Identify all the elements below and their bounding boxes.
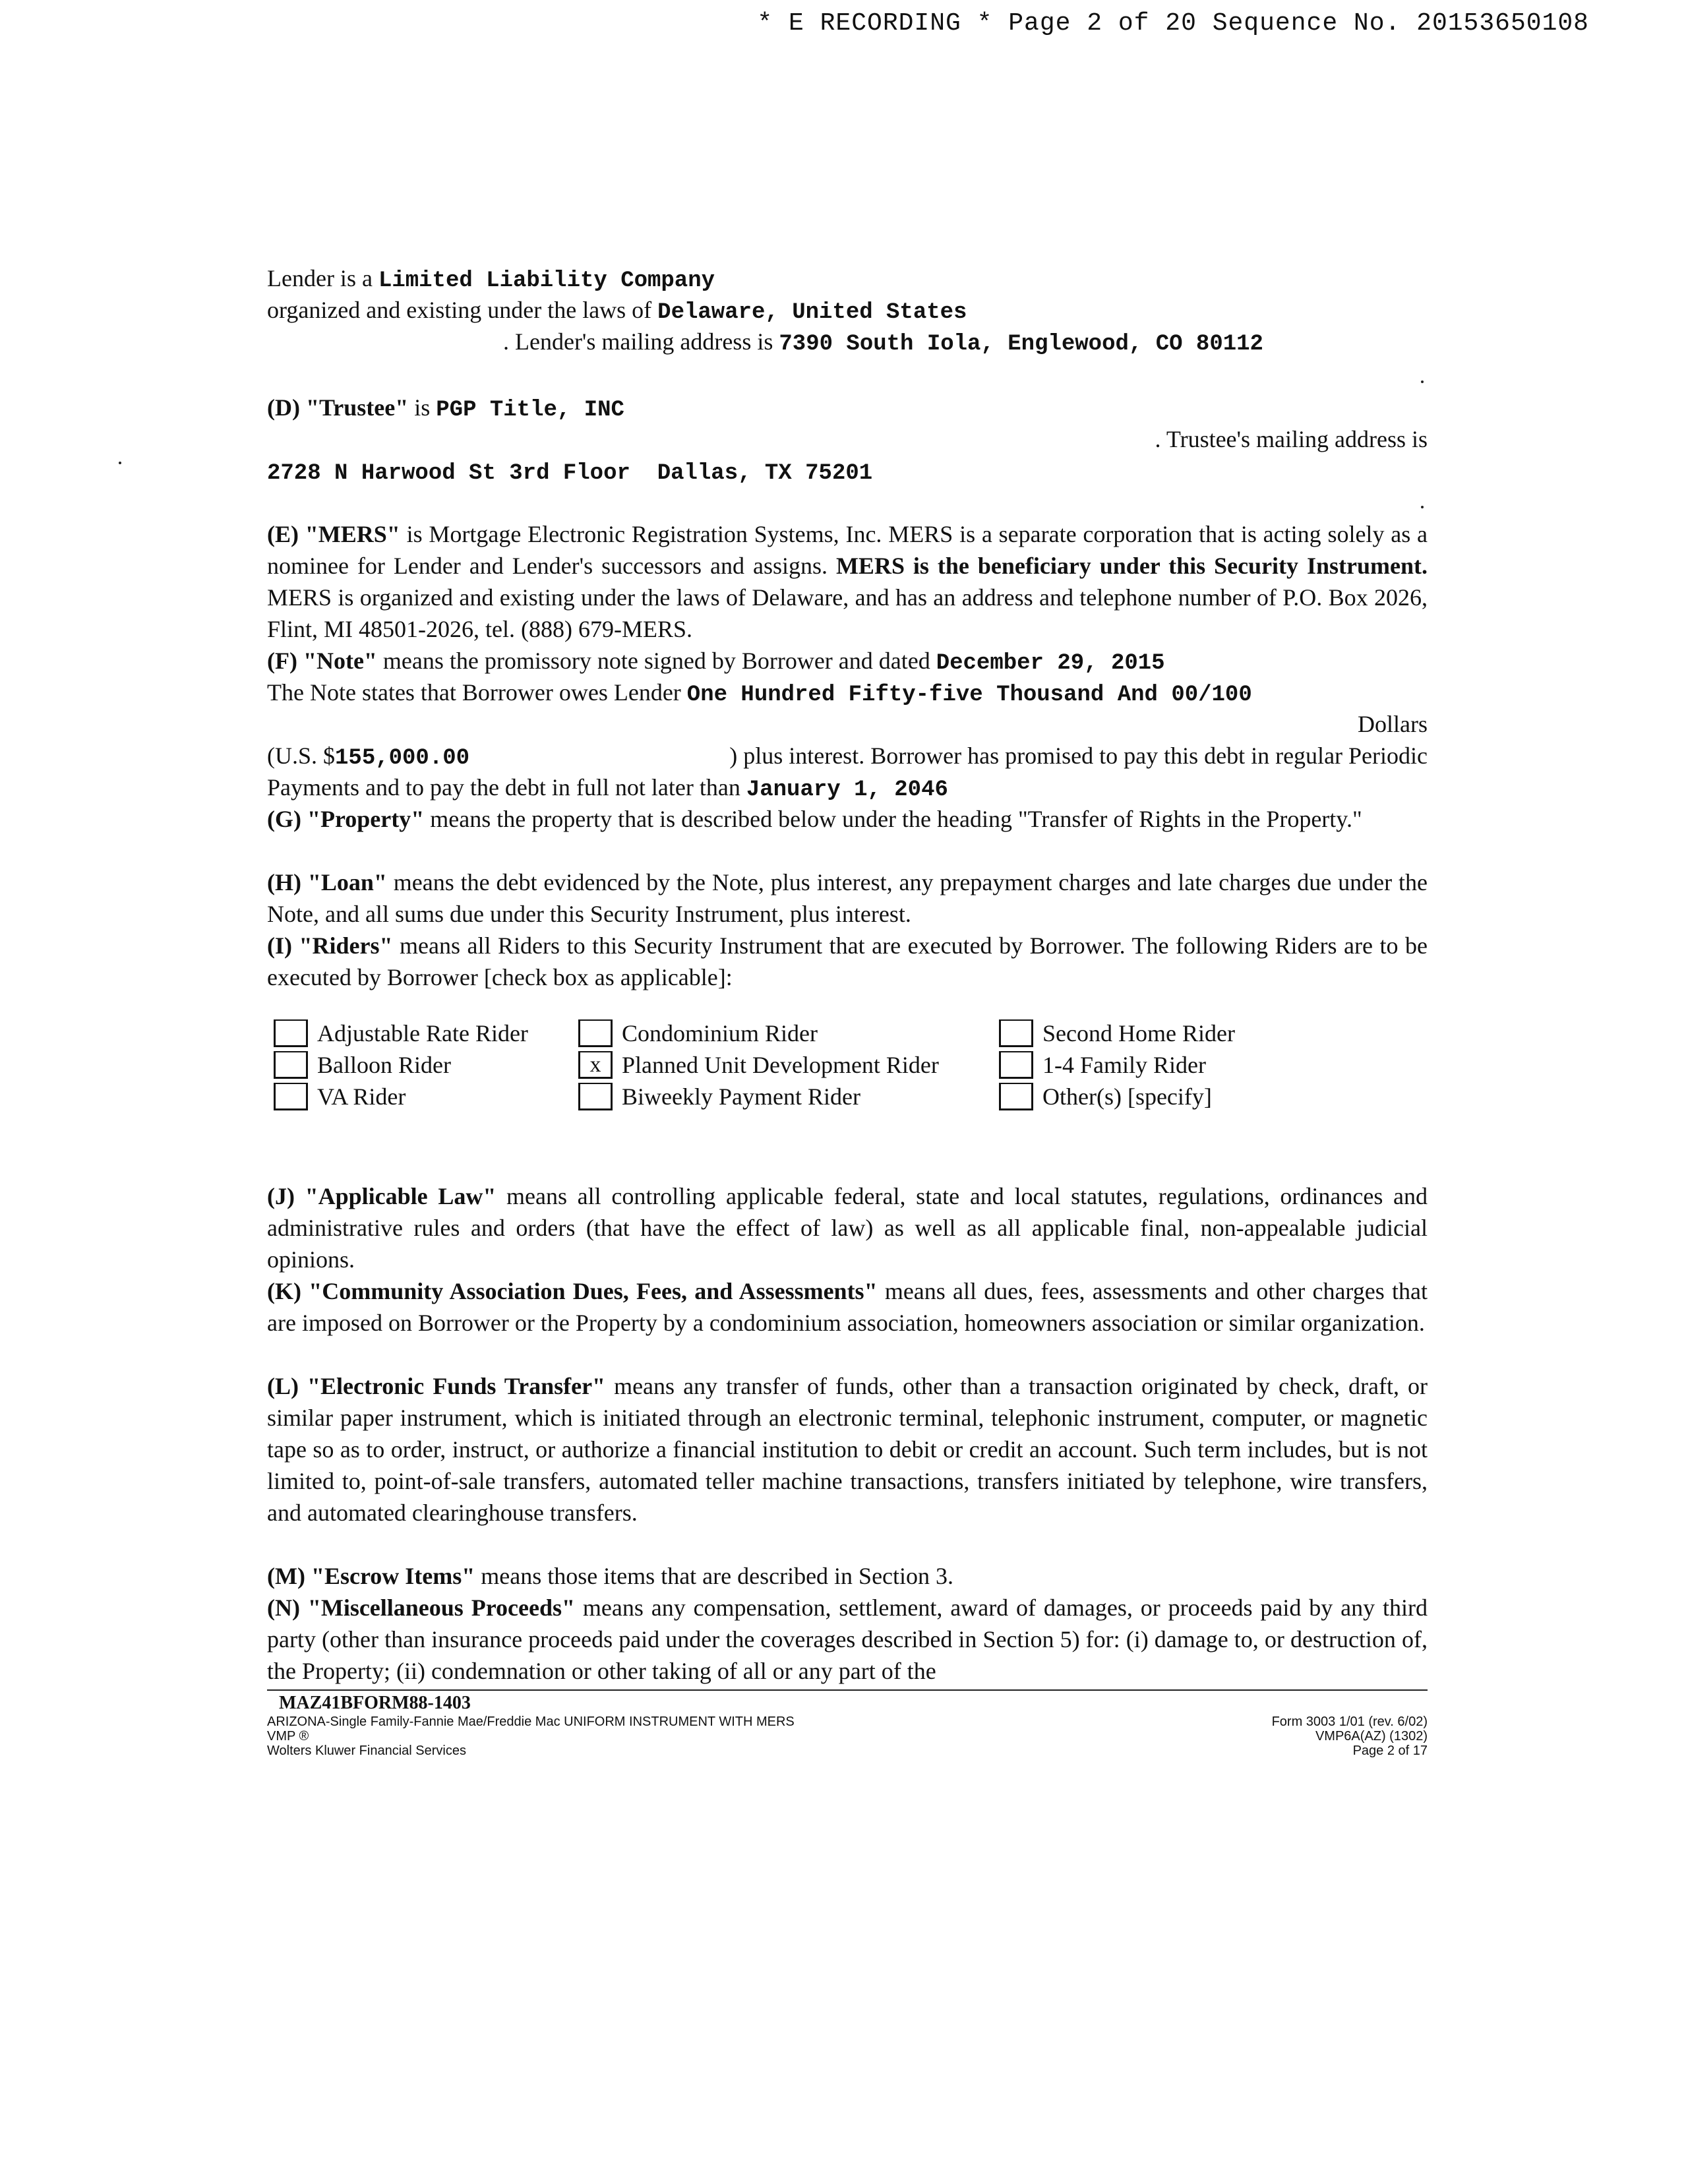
footer-right — [1272, 1714, 1428, 1758]
footer — [267, 1692, 1428, 1767]
trustee-address-line — [267, 455, 1428, 489]
rider-others — [999, 1081, 1212, 1112]
mers-beneficiary-text: MERS is the beneficiary under this Security Instrument. — [835, 553, 1428, 579]
loan-text: means the debt evidenced by the Note, plus interest, any prepayment charges and late charges due under the Note, and all sums due under this Security Instrument, plus interest. — [267, 869, 1428, 927]
note-line-2 — [267, 677, 1428, 711]
footer-form-number: Form 3003 1/01 (rev. 6/02) — [1271, 1714, 1428, 1729]
mers-text-a: is Mortgage Electronic Registration Systems, Inc. MERS is a separate corporation that is acting solely as a nominee for Lender and Lender's successors and assigns. — [267, 521, 1428, 579]
riders-label: (I) "Riders" — [267, 932, 393, 959]
escrow-label: (M) "Escrow Items" — [267, 1563, 475, 1589]
footer-page-number: Page 2 of 17 — [1352, 1744, 1428, 1758]
note-line-1 — [267, 645, 1428, 679]
mers-paragraph — [267, 518, 1428, 645]
rider-biweekly-payment — [578, 1081, 860, 1112]
lender-address: 7390 South Iola, Englewood, CO 80112 — [779, 332, 1263, 357]
footer-vmp: VMP ® — [267, 1729, 309, 1744]
rider-adjustable-rate — [274, 1017, 528, 1049]
note-date: December 29, 2015 — [936, 651, 1165, 676]
rider-label: 1-4 Family Rider — [1042, 1052, 1206, 1078]
loan-paragraph — [267, 866, 1428, 930]
stray-mark — [119, 462, 121, 464]
rider-balloon — [274, 1049, 451, 1081]
trustee-line — [267, 392, 1428, 426]
note-owes-text: The Note states that Borrower owes Lender — [267, 679, 681, 706]
community-association-text: means all dues, fees, assessments and other charges that are imposed on Borrower or the Property by a condominium association, homeowners association or similar organization. — [267, 1278, 1428, 1336]
note-amount: 155,000.00 — [335, 746, 470, 771]
stray-mark — [1421, 380, 1424, 383]
footer-publisher: Wolters Kluwer Financial Services — [267, 1744, 466, 1758]
stray-mark — [1421, 506, 1424, 508]
footer-rule — [267, 1689, 1428, 1691]
note-dollars: Dollars — [1358, 711, 1428, 737]
rider-label: Second Home Rider — [1042, 1020, 1235, 1046]
note-amount-words: One Hundred Fifty-five Thousand And 00/100 — [686, 682, 1252, 708]
trustee-mailing-label: . Trustee's mailing address is — [1155, 426, 1428, 452]
property-text: means the property that is described below under the heading "Transfer of Rights in the Property." — [430, 806, 1362, 832]
lender-organized-text: organized and existing under the laws of — [267, 297, 652, 323]
applicable-law-paragraph — [267, 1180, 1428, 1275]
rider-checkbox[interactable] — [578, 1083, 613, 1110]
trustee-label: (D) "Trustee" — [267, 394, 409, 421]
note-interest-text: ) plus interest. Borrower has promised to pay this debt in regular Periodic — [729, 743, 1428, 769]
rider-checkbox[interactable] — [578, 1019, 613, 1047]
rider-checkbox[interactable] — [999, 1051, 1033, 1079]
riders-text: means all Riders to this Security Instrument that are executed by Borrower. The following Riders are to be executed by Borrower [check box as applicable]: — [267, 932, 1428, 990]
lender-line-2 — [267, 294, 1428, 328]
rider-checkbox[interactable]: x — [578, 1051, 613, 1079]
eft-text: means any transfer of funds, other than a transaction originated by check, draft, or similar paper instrument, which is initiated through an electronic terminal, telephonic instrument, computer, or magnetic tape so as to order, instruct, or authorize a financial institution to debit or credit an account. Such term includes, but is not limited to, point-of-sale transfers, automated teller machine transactions, transfers initiated by telephone, wire transfers, and automated clearinghouse transfers. — [267, 1373, 1428, 1526]
trustee-is: is — [414, 394, 431, 421]
trustee-name: PGP Title, INC — [436, 398, 624, 423]
rider-planned-unit-development — [578, 1049, 939, 1081]
lender-prefix: Lender is a — [267, 265, 373, 291]
note-text: means the promissory note signed by Borrower and dated — [382, 648, 930, 674]
rider-checkbox[interactable] — [999, 1083, 1033, 1110]
rider-label: Condominium Rider — [622, 1020, 818, 1046]
note-maturity-date: January 1, 2046 — [746, 777, 948, 803]
escrow-paragraph — [267, 1560, 1428, 1592]
property-paragraph — [267, 803, 1428, 835]
property-label: (G) "Property" — [267, 806, 425, 832]
rider-label: VA Rider — [317, 1083, 406, 1110]
lender-line-3 — [503, 326, 1426, 360]
mers-text-b: MERS is organized and existing under the laws of Delaware, and has an address and telephone number of P.O. Box 2026, Flint, MI 48501-2026, tel. (888) 679-MERS. — [267, 584, 1428, 642]
footer-form-code: MAZ41BFORM88-1403 — [279, 1693, 471, 1713]
rider-checkbox[interactable] — [274, 1019, 308, 1047]
rider-second-home — [999, 1017, 1235, 1049]
rider-label: Planned Unit Development Rider — [622, 1052, 939, 1078]
mers-label: (E) "MERS" — [267, 521, 400, 547]
footer-form-title: ARIZONA-Single Family-Fannie Mae/Freddie Mac UNIFORM INSTRUMENT WITH MERS — [267, 1714, 795, 1729]
eft-label: (L) "Electronic Funds Transfer" — [267, 1373, 606, 1399]
misc-proceeds-text: means any compensation, settlement, award of damages, or proceeds paid by any third party (other than insurance proceeds paid under the coverages described in Section 5) for: (i) damage to, or destruction of, the Property; (ii) condemnation or other taking of all or any part of the — [267, 1594, 1428, 1684]
loan-label: (H) "Loan" — [267, 869, 387, 895]
rider-checkbox[interactable] — [274, 1051, 308, 1079]
trustee-address: 2728 N Harwood St 3rd Floor Dallas, TX 75201 — [267, 461, 873, 486]
note-label: (F) "Note" — [267, 648, 377, 674]
rider-label: Biweekly Payment Rider — [622, 1083, 860, 1110]
rider-label: Balloon Rider — [317, 1052, 451, 1078]
note-line-5 — [267, 772, 1428, 806]
rider-label: Adjustable Rate Rider — [317, 1020, 528, 1046]
rider-checkbox[interactable] — [999, 1019, 1033, 1047]
community-association-paragraph — [267, 1275, 1428, 1339]
rider-1-4-family — [999, 1049, 1206, 1081]
lender-line-1 — [267, 262, 1428, 297]
riders-paragraph — [267, 930, 1428, 993]
rider-label: Other(s) [specify] — [1042, 1083, 1212, 1110]
footer-vmp-code: VMP6A(AZ) (1302) — [1315, 1729, 1428, 1744]
lender-jurisdiction: Delaware, United States — [657, 300, 967, 325]
misc-proceeds-paragraph — [267, 1592, 1428, 1687]
misc-proceeds-label: (N) "Miscellaneous Proceeds" — [267, 1594, 575, 1621]
community-association-label: (K) "Community Association Dues, Fees, and Assessments" — [267, 1278, 878, 1304]
rider-checkbox[interactable] — [274, 1083, 308, 1110]
footer-left — [267, 1714, 795, 1758]
rider-condominium — [578, 1017, 818, 1049]
lender-entity-type: Limited Liability Company — [378, 268, 715, 293]
applicable-law-text: means all controlling applicable federal, state and local statutes, regulations, ordinances and administrative rules and orders (that have the effect of law) as well as all applicable final, non-appealable judicial opinions. — [267, 1183, 1428, 1273]
recording-header: * E RECORDING * Page 2 of 20 Sequence No. 20153650108 — [757, 9, 1589, 38]
applicable-law-label: (J) "Applicable Law" — [267, 1183, 497, 1209]
note-payments-text: Payments and to pay the debt in full not later than — [267, 774, 740, 801]
eft-paragraph — [267, 1370, 1428, 1529]
escrow-text: means those items that are described in Section 3. — [481, 1563, 954, 1589]
note-us-prefix: (U.S. $ — [267, 743, 336, 769]
rider-va — [274, 1081, 406, 1112]
lender-mailing-text: . Lender's mailing address is — [503, 328, 773, 355]
